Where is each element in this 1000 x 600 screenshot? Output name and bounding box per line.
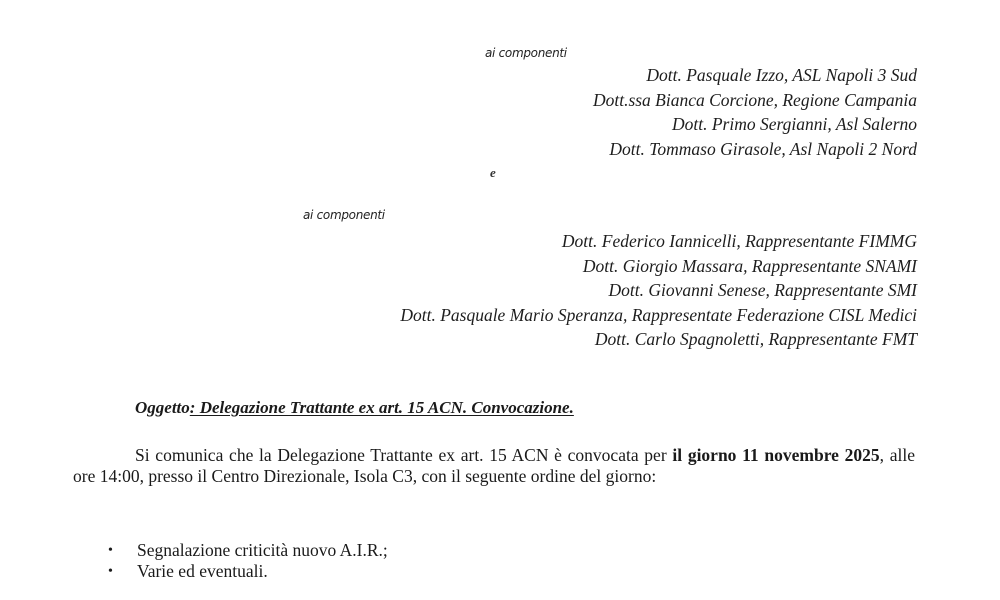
recipient: Dott. Federico Iannicelli, Rappresentante FIMMG (561, 231, 917, 251)
body-paragraph (73, 445, 915, 487)
recipient: Dott. Giorgio Massara, Rappresentante SNAMI (582, 255, 917, 276)
subject-text: : Delegazione Trattante ex art. 15 ACN. Convocazione. (189, 398, 574, 417)
recipient: Dott. Giovanni Senese, Rappresentante SMI (608, 280, 917, 300)
recipient: Dott. Carlo Spagnoletti, Rappresentante FMT (594, 329, 917, 349)
meeting-date: il giorno 11 novembre 2025 (672, 445, 880, 465)
body-text-1: Si comunica che la Delegazione Trattante ex art. 15 ACN è convocata per (135, 445, 673, 465)
subject-label: Oggetto (135, 398, 190, 417)
recipient: Dott. Primo Sergianni, Asl Salerno (672, 114, 917, 134)
bullet-icon: • (108, 543, 113, 558)
recipients-group-2-label: ai componenti (303, 208, 385, 222)
bullet-icon: • (108, 564, 113, 579)
recipients-group-2 (400, 229, 917, 352)
agenda-item (73, 561, 388, 582)
agenda-item-text: Segnalazione criticità nuovo A.I.R.; (137, 540, 388, 560)
agenda-item-text: Varie ed eventuali. (137, 561, 268, 581)
subject-line (135, 398, 574, 418)
body-text-2: , alle ore 14:00, presso il Centro Direzionale, Isola C3, con il seguente ordine del giorno: (73, 445, 915, 486)
agenda-item (73, 540, 388, 561)
recipient: Dott. Pasquale Mario Speranza, Rappresentate Federazione CISL Medici (400, 304, 917, 325)
conjunction: e (490, 165, 496, 180)
recipients-group-1-label: ai componenti (485, 46, 567, 60)
recipient: Dott.ssa Bianca Corcione, Regione Campania (592, 89, 917, 110)
recipient: Dott. Tommaso Girasole, Asl Napoli 2 Nord (609, 138, 917, 159)
recipient: Dott. Pasquale Izzo, ASL Napoli 3 Sud (646, 65, 917, 85)
recipients-group-1 (593, 63, 917, 161)
agenda-list (73, 540, 388, 582)
